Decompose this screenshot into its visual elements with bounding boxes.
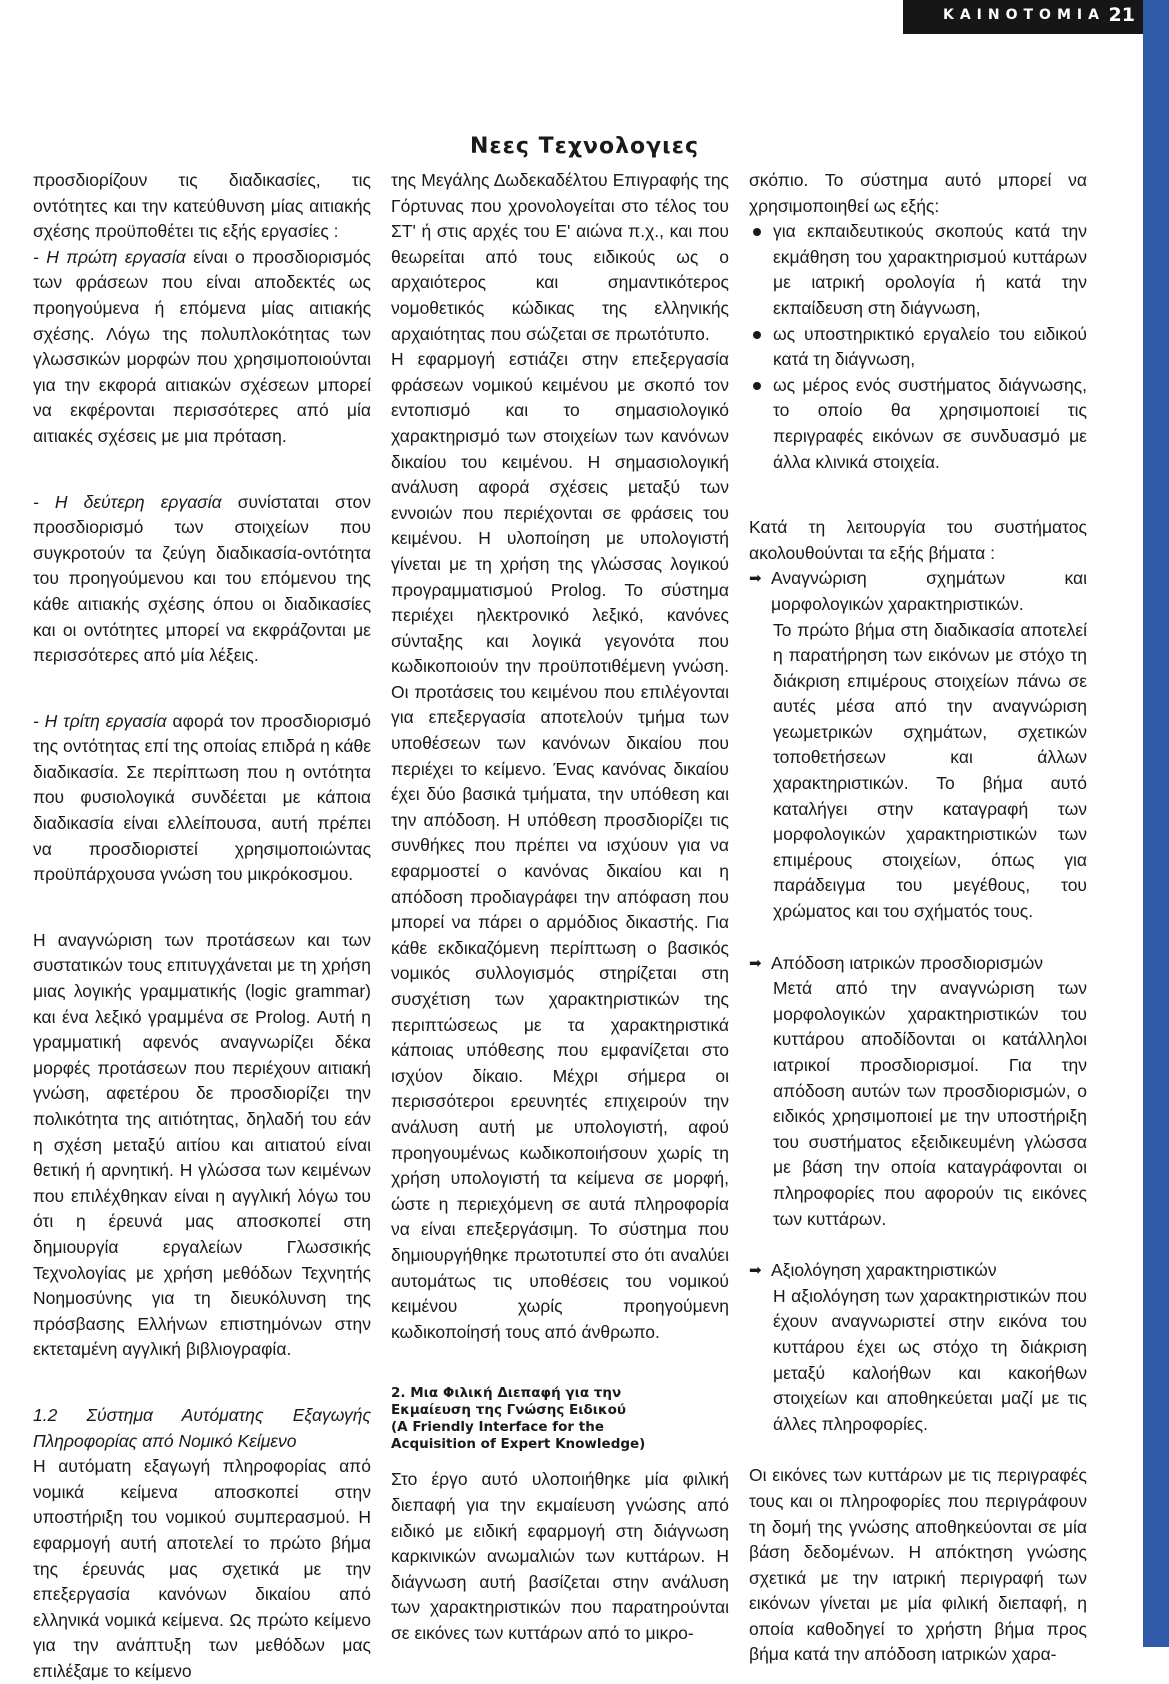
subheading: 1.2 Σύστημα Αυτόματης Εξαγωγής Πληροφορίας από Νομικό Κείμενο xyxy=(33,1404,371,1451)
paragraph: προσδιορίζουν τις διαδικασίες, τις οντότητες και την κατεύθυνση μίας αιτιακής σχέσης προϋποθέτει τις εξής εργασίες : xyxy=(33,170,371,242)
magazine-name: ΚΑΙΝΟΤΟΜΙΑ xyxy=(943,7,1105,23)
paragraph: Κατά τη λειτουργία του συστήματος ακολουθούνται τα εξής βήματα : xyxy=(749,517,1087,563)
list-item xyxy=(749,219,1087,321)
usage-list xyxy=(749,219,1087,475)
paragraph: σκόπιο. Το σύστημα αυτό μπορεί να χρησιμοποιηθεί ως εξής: xyxy=(749,170,1087,216)
arrow-right-icon: ➡ xyxy=(749,570,762,588)
paragraph-text: είναι ο προσδιορισμός των φράσεων που είναι αποδεκτές ως προηγούμενα ή επόμενα μίας αιτιακής σχέσης. Λόγω της πολυπλοκότητας των γλωσσικών μορφών που χρησιμοποιούνται για την εκφορά αιτιακών σχέσεων μπορεί να εκφέρονται περισσότερες από μία αιτιακές σχέσεις με μια πρόταση. xyxy=(33,246,371,446)
task-label: - Η τρίτη εργασία xyxy=(33,710,167,731)
subheading-line: 2. Μια Φιλική Διεπαφή για την xyxy=(391,1385,622,1402)
column-3 xyxy=(749,168,1087,1668)
step-body: Το πρώτο βήμα στη διαδικασία αποτελεί η παρατήρηση των εικόνων με στόχο τη διάκριση επιμέρους στοιχείων πάνω σε αυτές μέσα από την αναγνώριση γεωμετρικών σχημάτων, σχετικών τοποθετήσεων και άλλων χαρακτηριστικών. Το βήμα αυτό καταλήγει στην καταγραφή των μορφολογικών χαρακτηριστικών των επιμέρους στοιχείων, όπως για παράδειγμα του μεγέθους, του χρώματος και του σχήματός τους. xyxy=(773,619,1087,922)
column-2 xyxy=(391,168,729,1646)
list-item xyxy=(749,322,1087,373)
column-1 xyxy=(33,168,371,1684)
list-item-text: για εκπαιδευτικούς σκοπούς κατά την εκμάθηση του χαρακτηρισμού κυττάρων με ιατρική ορολογία ή κατά την εκπαίδευση στη διάγνωση, xyxy=(773,221,1087,318)
paragraph: Στο έργο αυτό υλοποιήθηκε μία φιλική διεπαφή για την εκμαίευση γνώσης από ειδικό με ειδική εφαρμογή στη διάγνωση καρκινικών ανωμαλιών των κυττάρων. Η διάγνωση αυτή βασίζεται στην ανάλυση των χαρακτηριστικών που παρατηρούνται σε εικόνες των κυττάρων από το μικρο- xyxy=(391,1469,729,1643)
list-item xyxy=(749,373,1087,475)
paragraph: Η αναγνώριση των προτάσεων και των συστατικών τους επιτυγχάνεται με τη χρήση μιας λογικής γραμματικής (logic grammar) και ένα λεξικό γραμμένα σε Prolog. Αυτή η γραμματική αφενός αναγνωρίζει δέκα μορφές προτάσεων που περιέχουν αιτιακή γνώση, αφετέρου δε προσδιορίζει την πολικότητα της αιτιότητας, δηλαδή του εάν η σχέση μεταξύ αιτίου και αιτιατού είναι θετική ή αρνητική. Η γλώσσα των κειμένων που επιλέχθηκαν είναι η αγγλική λόγω του ότι η έρευνά μας αποσκοπεί στη δημιουργία εργαλείων Γλωσσικής Τεχνολογίας με χρήση μεθόδων Τεχνητής Νοημοσύνης για τη διευκόλυνση της πρόσβασης Ελλήνων επιστημόνων στην εκτεταμένη αγγλική βιβλιογραφία. xyxy=(33,929,371,1360)
step-body: Η αξιολόγηση των χαρακτηριστικών που έχουν αναγνωριστεί στην εικόνα του κυττάρου έχει ως στόχο τη διάκριση μεταξύ καλοήθων και κακοήθων στοιχείων και αποθηκεύεται μαζί με τις άλλες πληροφορίες. xyxy=(773,1285,1087,1434)
paragraph xyxy=(33,709,371,888)
subheading xyxy=(391,1385,729,1453)
subheading-line: Acquisition of Expert Knowledge) xyxy=(391,1436,646,1453)
subheading-line: Εκμαίευση της Γνώσης Ειδικού xyxy=(391,1402,627,1419)
bullet-icon xyxy=(753,228,761,236)
task-label: - Η δεύτερη εργασία xyxy=(33,491,222,512)
arrow-right-icon: ➡ xyxy=(749,954,762,972)
bullet-icon xyxy=(753,382,761,390)
paragraph xyxy=(33,490,371,669)
paragraph: Η αυτόματη εξαγωγή πληροφορίας από νομικά κείμενα αποσκοπεί στην υποστήριξη του νομικού συμπερασμού. Η εφαρμογή αυτή αποτελεί το πρώτο βήμα της έρευνάς μας σχετικά με την επεξεργασία κανόνων δικαίου από ελληνικά νομικά κείμενα. Ως πρώτο κείμενο για την ανάπτυξη των μεθόδων μας επιλέξαμε το κείμενο xyxy=(33,1456,371,1681)
bullet-icon xyxy=(753,331,761,339)
arrow-right-icon: ➡ xyxy=(749,1262,762,1280)
paragraph-text: συνίσταται στον προσδιορισμό των στοιχείων που συγκροτούν τα ζεύγη διαδικασία-οντότητα του προηγούμενου και του επόμενου της κάθε αιτιακής σχέσης όπου οι διαδικασίες και οι οντότητες μπορεί να εκφράζονται με περισσότερες από μία λέξεις. xyxy=(33,491,371,666)
subheading-line: (A Friendly Interface for the xyxy=(391,1419,604,1436)
paragraph xyxy=(33,245,371,450)
list-item-text: ως μέρος ενός συστήματος διάγνωσης, το οποίο θα χρησιμοποιεί τις περιγραφές εικόνων σε συνδυασμό με άλλα κλινικά στοιχεία. xyxy=(773,374,1087,472)
task-label: - Η πρώτη εργασία xyxy=(33,246,186,267)
list-item-text: ως υποστηρικτικό εργαλείο του ειδικού κατά τη διάγνωση, xyxy=(773,323,1087,370)
header-bar xyxy=(903,0,1143,34)
step-body: Μετά από την αναγνώριση των μορφολογικών χαρακτηριστικών του κυττάρου αποδίδονται οι κατάλληλοι ιατρικοί προσδιορισμοί. Για την απόδοση αυτών των προσδιορισμών, ο ειδικός χρησιμοποιεί με την υποστήριξη του συστήματος εξειδικευμένη γλώσσα με βάση την οποία καταγράφονται οι πληροφορίες που αφορούν τις εικόνες των κυττάρων. xyxy=(773,978,1087,1229)
section-title: Νεες Τεχνολογιες xyxy=(469,134,700,159)
paragraph: της Μεγάλης Δωδεκαδέλτου Επιγραφής της Γόρτυνας που χρονολογείται στο τέλος του ΣΤ' ή στις αρχές του Ε' αιώνα π.χ., και που θεωρείται από τους ειδικούς ως ο αρχαιότερος και σημαντικότερος νομοθετικός κώδικας της ελληνικής αρχαιότητας που σώζεται σε πρωτότυπο. xyxy=(391,170,729,344)
step-heading: ➡ Αξιολόγηση χαρακτηριστικών xyxy=(749,1258,1087,1284)
step-heading: ➡ Αναγνώριση σχημάτων και μορφολογικών χαρακτηριστικών. xyxy=(749,568,1087,614)
paragraph: Η εφαρμογή εστιάζει στην επεξεργασία φράσεων νομικού κειμένου με σκοπό τον εντοπισμό και το σημασιολογικό χαρακτηρισμό των στοιχείων των κανόνων δικαίου του κειμένου. Η σημασιολογική ανάλυση αφορά σχέσεις μεταξύ των εννοιών που περιέχονται σε φράσεις του κειμένου. Η υλοποίηση με υπολογιστή γίνεται με τη χρήση της γλώσσας λογικού προγραμματισμού Prolog. Το σύστημα περιέχει ηλεκτρονικό λεξικό, κανόνες σύνταξης και λογικά γεγονότα που κωδικοποιούν την προϋποτιθέμενη γνώση. Οι προτάσεις του κειμένου που επιλέγονται για επεξεργασία αποτελούν τμήμα των υποθέσεων των κανόνων δικαίου που περιέχει το κείμενο. Ένας κανόνας δικαίου έχει δύο βασικά τμήματα, την υπόθεση και την απόδοση. Η υπόθεση προσδιορίζει τις συνθήκες που πρέπει να ισχύουν για να εφαρμοστεί ο κανόνας δικαίου και η απόδοση προδιαγράφει την απόφαση που μπορεί να πάρει ο αρμόδιος δικαστής. Για κάθε εκδικαζόμενη περίπτωση ο βασικός νομικός συλλογισμός στηρίζεται στη συσχέτιση των χαρακτηριστικών της περιπτώσεως με τα χαρακτηριστικά κάποιας υπόθεσης που εμφανίζεται στο ισχύον δίκαιο. Μέχρι σήμερα οι περισσότεροι ερευνητές επιχειρούν την ανάλυση αυτή με υπολογιστή, αφού προηγουμένως κωδικοποιήσουν χωρίς τη χρήση υπολογιστή τα κείμενα σε μορφή, ώστε η περιεχόμενη σε αυτά πληροφορία να είναι επεξεργάσιμη. Το σύστημα που δημιουργήθηκε πρωτοτυπεί στο ότι αναλύει αυτομάτως τις υποθέσεις του νομικού κειμένου χωρίς προηγούμενη κωδικοποίησή τους από άνθρωπο. xyxy=(391,349,729,1342)
step-heading: ➡ Απόδοση ιατρικών προσδιορισμών xyxy=(749,951,1087,977)
paragraph: Οι εικόνες των κυττάρων με τις περιγραφές τους και οι πληροφορίες που περιγράφουν τη δομή της γνώσης αποθηκεύονται σε μία βάση δεδομένων. Η απόκτηση γνώσης σχετικά με την ιατρική περιγραφή των εικόνων γίνεται με μία φιλική διεπαφή, η οποία καθοδηγεί το χρήστη βήμα προς βήμα κατά την απόδοση ιατρικών χαρα- xyxy=(749,1465,1087,1665)
page-number: 21 xyxy=(1108,4,1135,26)
edge-stripe xyxy=(1143,0,1169,1647)
paragraph-text: αφορά τον προσδιορισμό της οντότητας επί της οποίας επιδρά η κάθε διαδικασία. Σε περίπτωση που η οντότητα που φυσιολογικά συνδέεται με κάποια διαδικασία είναι ελλείπουσα, αυτή πρέπει να προσδιοριστεί χρησιμοποιώντας προϋπάρχουσα γνώση του μικρόκοσμου. xyxy=(33,710,371,885)
